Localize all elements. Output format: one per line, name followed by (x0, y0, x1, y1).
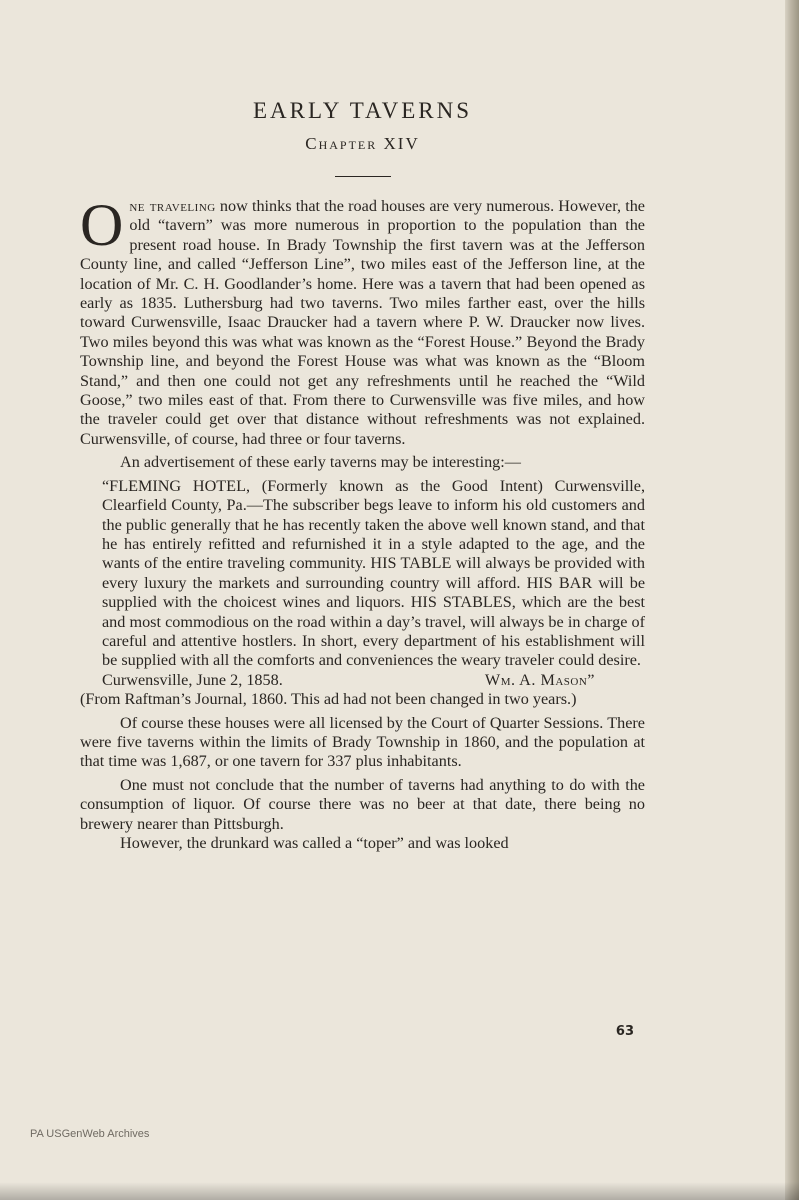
paragraph-2: An advertisement of these early taverns may be interesting:— (120, 453, 521, 472)
paragraph-3: (From Raftman’s Journal, 1860. This ad had not been changed in two years.) (80, 690, 577, 709)
advertisement-block (102, 477, 645, 690)
advertisement-text: “FLEMING HOTEL, (Formerly known as the Good Intent) Curwensville, Clearfield County, Pa.—The subscriber begs leave to inform his old customers and the public generally that he has recently taken the above well known stand, and that he has entirely refitted and refurnished it in a style adapted to the age, and the wants of the entire traveling community. HIS TABLE will always be provided with every luxury the markets and surrounding country will afford. HIS BAR will be supplied with the choicest wines and liquors. HIS STABLES, which are the best and most commodious on the road within a day’s travel, will always be in charge of careful and attentive hostlers. In short, every department of his establishment will be supplied with all the comforts and conveniences the weary traveler could desire. (102, 476, 645, 670)
advertisement-date: Curwensville, June 2, 1858. (102, 670, 283, 689)
title-rule (335, 176, 391, 177)
advertisement-signature: Wm. A. Mason” (484, 670, 595, 689)
archive-watermark: PA USGenWeb Archives (30, 1128, 150, 1140)
page-gutter (785, 0, 799, 1200)
paragraph-1 (80, 192, 645, 449)
page-body (80, 98, 645, 853)
page-number: 63 (615, 1024, 634, 1039)
paragraph-5: One must not conclude that the number of taverns had anything to do with the consumption of liquor. Of course there was no beer at that date, there being no brewery nearer than Pittsburgh. (80, 775, 645, 833)
paragraph-1-text: now thinks that the road houses are very numerous. However, the old “tavern” was more numerous in proportion to the population than the present road house. In Brady Township the first tavern was at the Jefferson County line, and called “Jefferson Line”, two miles east of the Jefferson line, at the location of Mr. C. H. Goodlander’s home. Here was a tavern that had been opened as early as 1835. Luthersburg had two taverns. Two miles farther east, over the hills toward Curwensville, Isaac Draucker had a tavern where P. W. Draucker now lives. Two miles beyond this was what was known as the “Forest House.” Beyond the Brady Township line, and beyond the Forest House was what was known as the “Bloom Stand,” and then one could not get any refreshments until he reached the “Wild Goose,” two miles east of that. From there to Curwensville was five miles, and how the traveler could get over that distance without refreshments was not explained. Curwensville, of course, had three or four taverns. (80, 197, 645, 448)
paragraph-4: Of course these houses were all licensed by the Court of Quarter Sessions. There were five taverns within the limits of Brady Township in 1860, and the population at that time was 1,687, or one tavern for 337 plus inhabitants. (80, 713, 645, 771)
intro-small-caps: ne traveling (129, 197, 216, 215)
chapter-number: Chapter XIV (305, 134, 420, 153)
drop-cap: O (80, 192, 124, 258)
chapter-title: EARLY TAVERNS (252, 98, 473, 123)
advertisement-signature-line (102, 671, 645, 690)
page-edge-shadow (0, 1182, 799, 1200)
paragraph-6: However, the drunkard was called a “toper” and was looked (120, 834, 509, 852)
